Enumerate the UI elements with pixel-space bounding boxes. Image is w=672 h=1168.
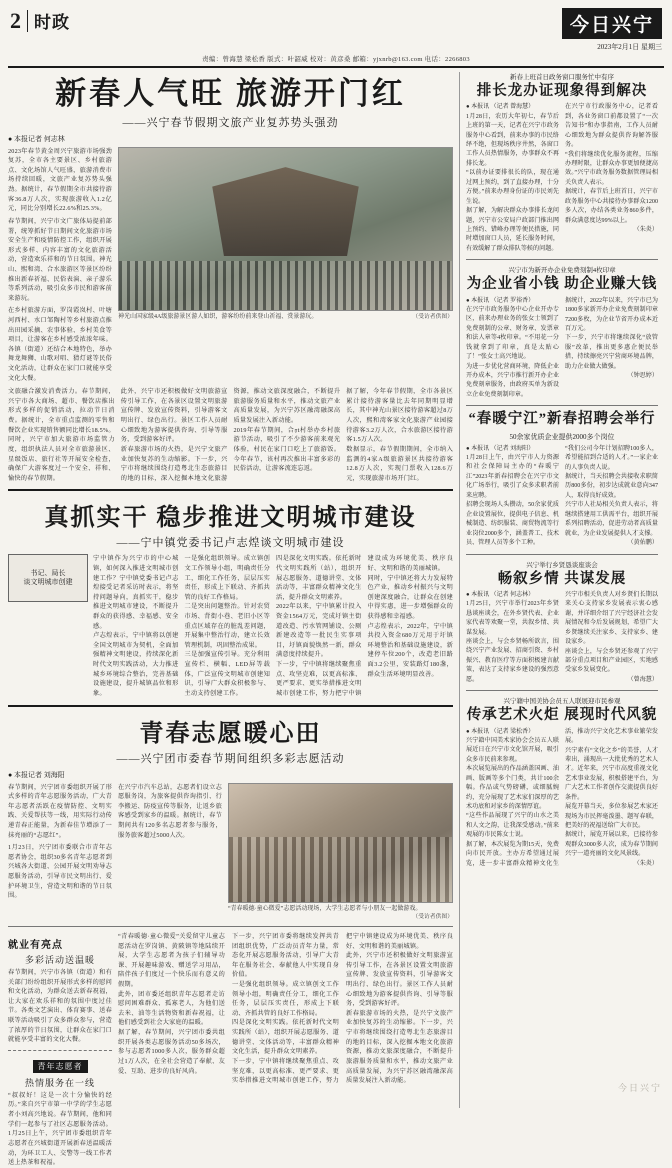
third-para-0: 春节期间，兴宁团市委组织开展了形式多样的青年志愿服务活动，广大青年志愿者活跃在疫情防控、文明实践、关爱帮扶等一线，用实际行动传递青春正能量，为新春佳节增添了一抹亮丽的“志愿红”。 xyxy=(8,783,112,839)
lead-tail-0: 此外，兴宁市还积极做好文明旅游宣传引导工作，在各景区设置文明旅游宣传牌、发放宣传资料，引导游客文明出行、绿色出行。景区工作人员耐心细致地为游客提供咨询、引导等服务，受到游客好评。 xyxy=(346,952,453,1008)
bottom-title-1: 就业有亮点 xyxy=(8,940,63,951)
lead-para-8: 数据显示，春节假期期间，全市纳入监测的4家A级旅游景区共接待游客12.8万人次，实现门票收入128.6万元，实现旅游市场开门红。 xyxy=(346,445,453,482)
side-kicker-4: 兴宁籍中国美协会员五人联展迎市民参观 xyxy=(503,698,621,706)
section-divider-2 xyxy=(8,705,453,707)
bottom-divider xyxy=(8,1050,112,1051)
side-3-p1: 座谈会上，与会乡贤畅所欲言，围绕兴宁产业发展、招商引资、乡村振兴、教育医疗等方面积极建言献策，表达了支持家乡建设的强烈意愿。 xyxy=(466,638,559,683)
section-name: 时政 xyxy=(34,13,70,32)
lead-subhead: ——兴宁春节假期文旅产业复苏势头强劲 xyxy=(122,116,339,129)
section-divider-1 xyxy=(8,489,453,491)
third-para-4: 此外，团市委还组织青年志愿者走访慰问困难群众、孤寡老人，为他们送去米、油等生活物资和新春祝福，让他们感受到社会大家庭的温暖。 xyxy=(118,990,225,1027)
third-article xyxy=(8,713,453,922)
third-subhead: ——兴宁团市委春节期间组织多彩志愿活动 xyxy=(116,752,345,765)
side-0-p3: 在兴宁市行政服务中心，记者看到，各业务窗口前都设置了“一次告知书”和办事指南，工作人员耐心细致地为群众提供咨询解答服务。 xyxy=(565,104,658,149)
side-2-p2: “我们公司今年计划招聘100多人，希望能招到合适的人才。”一家企业的人事负责人说。 xyxy=(565,445,658,471)
side-kicker-1: 兴宁市为新开办企业免费刻制4枚印章 xyxy=(508,267,616,275)
side-0-sign: （朱炎） xyxy=(633,227,658,234)
third-top-row xyxy=(8,783,453,922)
side-body-2 xyxy=(466,445,658,549)
second-para-7: 同时，宁中镇还将大力发展特色产业，推动乡村振兴与文明创建深度融合，让群众在创建中得实惠，进一步增强群众的获得感和幸福感。 xyxy=(367,574,453,621)
side-3-sign: （曾海慧） xyxy=(627,676,658,683)
lead-para-7: 据了解，今年春节假期，全市各景区累计接待游客量比去年同期明显增长，其中神光山景区接待游客超过8万人次，熙和湾客家文化旅游产业园接待游客3.2万人次，合水旅游区接待游客1.5万人次。 xyxy=(346,388,453,444)
lead-top-row xyxy=(8,147,453,384)
lead-text-c: 在乡村旅游方面，罗岗霞岚村、叶塘河西村、水口邹陶村等乡村旅游点推出田园采摘、农事体验、乡村美食等项目，让游客在乡村感受浓浓年味。各镇（街道）还结合本地特色，举办舞龙舞狮、山歌对唱、猜灯谜等民俗文化活动，让群众在家门口就能享受文化大餐。 xyxy=(8,307,112,382)
bottom-text-2: “叔叔好！这是一次十分愉快的经历。”来自兴宁市第一中学的学生志愿者小刘高兴地说。春节期间，他和同学们一起参与了社区志愿服务活动。1月25日上午，兴宁团市委组织青年志愿者在兴城街道开展新春送温暖活动，为环卫工人、交警等一线工作者送上热茶和祝福。 xyxy=(8,1091,112,1167)
second-para-6: 下一步，宁中镇将继续聚焦重点、攻坚克难，以更高标准、更严要求、更实举措推进文明城市创建工作，努力把宁中镇建设成为环境优美、秩序良好、文明和谐的美丽城镇。 xyxy=(276,555,453,697)
third-photo-credit: （受访者供图） xyxy=(412,913,453,920)
side-subhead-2: 50余家优质企业提供2000多个岗位 xyxy=(509,432,615,441)
page-number: 2 xyxy=(10,7,21,33)
third-para-1: 1月23日，兴宁团市委联合市青年志愿者协会，组织30多名青年志愿者到兴城各大街道、公园开展文明劝导志愿服务活动，引导市民文明出行、爱护环境卫生，营造文明和谐的节日氛围。 xyxy=(8,844,112,900)
section-divider-3 xyxy=(8,926,453,927)
lead-photo-credit: （受访者供图） xyxy=(412,313,453,320)
side-2-p1: 招聘会现场人头攒动，50余家优质企业设置展位，提供电子信息、机械制造、纺织服装、商贸物流等行业岗位2000多个，涵盖普工、技术员、管理人员等多个工种。 xyxy=(466,502,559,546)
second-para-5: 2022年以来，宁中镇累计投入资金1564万元，完成圩镇主街道改造、污水管网铺设、公厕新建改造等一批民生实事项目，圩镇面貌焕然一新，群众满意度持续提升。 xyxy=(276,603,362,659)
second-article xyxy=(8,497,453,698)
third-para-5: 据了解，春节期间，兴宁团市委共组织开展各类志愿服务活动50多场次，参与志愿者1000多人次，服务群众超过1万人次，在全社会营造了奉献、友爱、互助、进步的良好风尚。 xyxy=(118,1029,225,1075)
side-3-p2: 兴宁市相关负责人对乡贤们长期以来关心支持家乡发展表示衷心感谢，并详细介绍了兴宁经济社会发展情况和今后发展规划，希望广大乡贤继续关注家乡、支持家乡、建设家乡。 xyxy=(565,591,658,646)
side-headline-1: 为企业省小钱 助企业赚大钱 xyxy=(466,276,658,293)
second-body-columns xyxy=(93,554,453,698)
side-1-sign: （钟思婷） xyxy=(627,373,658,380)
paper-date: 2023年2月1日 星期三 xyxy=(597,43,662,51)
second-para-1: 一是强化组织领导。成立镇创文工作领导小组，明确责任分工，细化工作任务，层层压实责任，形成上下联动、齐抓共管的良好工作格局。 xyxy=(184,555,270,601)
side-3-p0: 1月25日，兴宁市举行2023年乡贤恳谈座谈会，在外乡贤代表、企业家代表等欢聚一堂，共叙乡情、共谋发展。 xyxy=(466,601,559,636)
side-body-1 xyxy=(466,297,658,401)
second-headline: 真抓实干 稳步推进文明城市建设 xyxy=(44,505,417,532)
lead-para-6: 2019年春节期间，合ரt村举办乡村旅游节活动，吸引了不少游客前来观光体验，村民在家门口吃上了旅游饭。今年春节，该村再次推出丰富多彩的民俗活动，让游客流连忘返。 xyxy=(233,426,341,473)
lead-headline: 新春人气旺 旅游开门红 xyxy=(55,76,406,111)
side-byline-2: ● 本报讯 （记者 刘海阳） xyxy=(466,445,535,452)
side-headline-4: 传承艺术火炬 展现时代风貌 xyxy=(466,707,658,724)
second-tail-2: 下一步，宁中镇将继续聚焦重点、攻坚克难，以更高标准、更严要求、更实举措推进文明城市创建工作，努力把宁中镇建设成为环境优美、秩序良好、文明和谐的美丽城镇。 xyxy=(232,933,453,1085)
lead-article xyxy=(8,76,453,483)
page-columns xyxy=(0,68,672,1167)
side-column xyxy=(460,72,658,1108)
bottom-sub-1: 多彩活动送温暖 xyxy=(24,955,95,965)
masthead-left xyxy=(10,8,70,33)
second-intro: 宁中镇作为兴宁市的中心城镇，如何深入推进文明城市创建工作？宁中镇党委书记卢志煌接受记者采访时表示，将坚持问题导向，真抓实干，稳步推进文明城市建设，不断提升群众的获得感、幸福感、安全感。 xyxy=(93,555,179,630)
side-4-p4: 兴宁素有“文化之乡”的美誉，人才辈出，涌现出一大批优秀的艺术人才。近年来，兴宁市高度重视文化艺术事业发展，积极搭建平台，为广大艺术工作者创作交流提供良好条件。 xyxy=(565,747,658,801)
masthead-divider xyxy=(27,10,28,32)
second-subhead: ——宁中镇党委书记卢志煌谈文明城市建设 xyxy=(116,537,345,550)
lead-text-b: 春节期间，兴宁市文广旅体局提前部署，统筹抓好节日期间文化旅游市场安全生产和疫情防控工作，组织开展形式多样、内容丰富的文化旅游活动，营造欢乐祥和的节日氛围。神光山、熙和湾、合水旅游区等景区纷纷推出新春祈福、民俗表演、亲子游乐等系列活动，吸引众多市民和游客前来游玩。 xyxy=(8,217,112,302)
side-article-4 xyxy=(466,696,658,869)
side-body-0 xyxy=(466,103,658,254)
side-0-p4: “我们将继续优化服务流程，压缩办理时限，让群众办事更加便捷高效。”兴宁市政务服务数据管理局相关负责人表示。 xyxy=(565,151,658,186)
second-para-4: 四是深化文明实践。依托新时代文明实践所（站），组织开展志愿服务、道德讲堂、文体活动等，丰富群众精神文化生活，提升群众文明素养。 xyxy=(276,555,362,601)
bottom-boxhead: 青年志愿者 xyxy=(33,1060,88,1073)
side-4-p3: 据了解，本次展览为期15天，免费向市民开放。主办方希望通过展览，进一步丰富群众精神文化生活，推动兴宁文化艺术事业繁荣发展。 xyxy=(466,728,658,867)
side-4-sign: （朱炎） xyxy=(633,860,658,867)
side-byline-1: ● 本报讯 （记者 罗裕香） xyxy=(466,297,535,304)
side-headline-0: 排长龙办证现象得到解决 xyxy=(476,83,648,99)
side-divider-0 xyxy=(466,259,658,260)
side-article-3 xyxy=(466,560,658,686)
side-article-2 xyxy=(466,411,658,548)
third-photo-caption: “青春暖德·童心微爱”志愿活动现场，大学生志愿者与小朋友一起做游戏。 （受访者供图） xyxy=(228,905,453,920)
second-tail-1: 四是深化文明实践。依托新时代文明实践所（站），组织开展志愿服务、道德讲堂、文体活动等，丰富群众精神文化生活，提升群众文明素养。 xyxy=(232,1019,339,1056)
badge-line-1: 书记、局长 xyxy=(30,569,66,578)
side-2-p0: 1月28日上午，由兴宁市人力资源和社会保障局主办的“春暖宁江”2023年新春招聘会在兴宁市文化广场举行，吸引了众多求职者前来应聘。 xyxy=(466,455,559,499)
second-para-0: 卢志煌表示，宁中镇将以创建全国文明城市为契机，全面加强精神文明建设，持续深化新时代文明实践活动，大力推进城乡环境综合整治，完善基础设施建设，提升城镇品位和形象。 xyxy=(93,632,179,697)
third-headline: 青春志愿暖心田 xyxy=(139,720,322,747)
third-body-columns xyxy=(118,932,453,1086)
third-para-3: “青春暖德·童心微爱”关爱留守儿童志愿活动在罗岗镇、黄陂镇等地陆续开展，大学生志愿者为孩子们辅导功课、开展趣味游戏、赠送学习用品，陪伴孩子们度过一个快乐而有意义的假期。 xyxy=(118,933,225,989)
side-2-p4: 兴宁市人社局相关负责人表示，将继续搭建用工供需平台，组织开展系列招聘活动，促进劳动者高质量就业，为企业发展提供人才支撑。 xyxy=(565,502,658,537)
lead-text-a: 2023年春节黄金周兴宁旅游市场强劲复苏，全市各主要景区、乡村旅游点、文化场馆人气旺盛，旅游消费市场持续回暖，文旅产业复苏势头强劲。据统计，春节假期全市共接待游客36.8万人次，实现旅游收入1.2亿元，同比分别增长22.6%和25.3%。 xyxy=(8,147,112,213)
bottom-text-1: 春节期间，兴宁市各镇（街道）和有关部门纷纷组织开展形式多样的慰问和文化活动，为群众送去新春祝福，让大家在欢乐祥和的氛围中度过佳节。各类文艺演出、体育赛事、送春联等活动吸引了众多群众参与，营造了浓厚的节日氛围，让群众在家门口就能享受丰富的文化大餐。 xyxy=(8,969,112,1044)
side-0-p1: “以前办证要排很长的队，现在通过网上预约，到了直接办理，十分方便。”前来办理身份证的市民刘先生说。 xyxy=(466,170,559,205)
side-headline-2: “春暖宁江”新春招聘会举行 xyxy=(468,411,656,428)
side-4-p5: 展览开幕当天，多位参展艺术家还现场为市民挥毫泼墨、题写春联，把美好的祝福送给广大市民。 xyxy=(565,804,658,830)
side-headline-3: 畅叙乡情 共谋发展 xyxy=(497,570,627,587)
side-0-p2: 据了解，为解决群众办事排长龙问题，兴宁市公安局户政部门推出网上预约、错峰办理等便民措施，同时增加窗口人员，延长服务时间，有效缓解了群众排队等候的问题。 xyxy=(466,208,559,252)
badge-line-2: 谈文明城市创建 xyxy=(23,578,73,587)
side-2-sign: （黄佑鹏） xyxy=(627,540,658,547)
side-1-p2: 据统计，2022年以来，兴宁市已为1800多家新开办企业免费刻制印章7200多枚，为企业节省开办成本近百万元。 xyxy=(565,297,658,332)
editorial-credits: 责编：曾海慧 梁松香 版式：叶韶威 校对：黄彦桑 邮箱：yjxnrb@163.com 电话：2266803 xyxy=(202,56,470,63)
main-column xyxy=(8,72,460,1167)
lead-photo xyxy=(118,147,453,311)
side-kicker-0: 新春上班首日政务窗口服务忙中有序 xyxy=(510,74,614,81)
second-para-8: 卢志煌表示，2022年，宁中镇共投入资金680万元用于圩镇环境整治和基础设施建设，新建停车位200个，改造老旧路面3.2公里，安装路灯180盏，群众生活环境明显改善。 xyxy=(367,622,453,678)
lead-byline: ● 本报记者 何志林 xyxy=(8,134,65,143)
side-4-p1: 本次展览展出的作品涵盖国画、油画、版画等多个门类，共计100余幅。作品或气势磅礴，或细腻婉约，充分展现了艺术家们深厚的艺术功底和对家乡的深情厚谊。 xyxy=(466,766,559,811)
column-logo-badge xyxy=(8,554,88,602)
side-divider-2 xyxy=(466,554,658,555)
lead-para-5: 新春旅游市场的火热，是兴宁文旅产业加快复苏的生动缩影。下一步，兴宁市将继续围绕打造粤北生态旅游目的地的目标，深入挖掘本地文化旅游资源，推动文旅深度融合，不断提升旅游服务质量和水平，推动文旅产业高质量发展，为兴宁苏区融湾融深高质量发展注入新动能。 xyxy=(120,388,341,482)
side-2-p3: 据统计，当天招聘会共接收求职简历800多份，初步达成就业意向347人，取得良好成效。 xyxy=(565,474,658,499)
second-para-2: 二是突出问题整治。针对农贸市场、背街小巷、老旧小区等重点区域存在的脏乱差问题，开展集中整治行动，建立长效管理机制，巩固整治成果。 xyxy=(184,603,270,649)
third-byline: ● 本报记者 刘海阳 xyxy=(8,770,65,779)
third-para-2: 在兴宁市汽车总站，志愿者们设立志愿服务岗，为旅客提供咨询指引、行李搬运、防疫宣传等服务，让返乡旅客感受到家乡的温暖。据统计，春节期间共有120多名志愿者参与服务，服务旅客超过5000人次。 xyxy=(118,783,222,839)
masthead-right xyxy=(562,8,662,52)
side-byline-4: ● 本报讯 （记者 梁松香） xyxy=(466,728,535,735)
watermark: 今日兴宁 xyxy=(617,1083,662,1093)
side-divider-1 xyxy=(466,405,658,406)
side-divider-3 xyxy=(466,690,658,691)
bottom-boxhead-wrap xyxy=(8,1056,112,1074)
side-4-p0: 兴宁籍中国美术家协会会员五人联展近日在兴宁市文化馆开展，吸引众多市民前来参观。 xyxy=(466,737,559,763)
side-1-p3: 下一步，兴宁市将继续深化“放管服”改革，推出更多惠企便民举措，持续擦亮兴宁营商环境品牌，助力企业做大做强。 xyxy=(565,335,658,370)
lead-photo-caption: 神光山国家级4A级旅游景区游人如织，游客纷纷前来登山祈福、赏景游玩。 （受访者供图） xyxy=(118,313,453,320)
side-0-p5: 据统计，春节后上班首日，兴宁市政务服务中心共接待办事群众1200多人次，办结各类业务860多件，群众满意度达99%以上。 xyxy=(565,189,658,224)
side-byline-3: ● 本报讯 （记者 何志林） xyxy=(466,591,535,598)
side-kicker-3: 兴宁举行乡贤恳谈座谈会 xyxy=(526,561,598,569)
lead-tail-1: 新春旅游市场的火热，是兴宁文旅产业加快复苏的生动缩影。下一步，兴宁市将继续围绕打造粤北生态旅游目的地的目标，深入挖掘本地文化旅游资源，推动文旅深度融合，不断提升旅游服务质量和水平，推动文旅产业高质量发展，为兴宁苏区融湾融深高质量发展注入新动能。 xyxy=(346,1009,453,1085)
side-4-p2: “这些作品展现了兴宁的山水之美和人文之韵，让我深受感动。”前来观展的市民陈女士说。 xyxy=(466,813,559,839)
masthead xyxy=(0,0,672,54)
bottom-row xyxy=(8,932,453,1168)
side-body-3 xyxy=(466,591,658,685)
second-tail-0: 一是强化组织领导。成立镇创文工作领导小组，明确责任分工，细化工作任务，层层压实责任，形成上下联动、齐抓共管的良好工作格局。 xyxy=(232,981,339,1017)
paper-name: 今日兴宁 xyxy=(562,8,662,39)
side-1-p0: 在兴宁市政务服务中心企业开办专区，前来办理业务的张女士领到了免费刻制的公章、财务章、发票章和法人章等4枚印章。“不用花一分钱就拿到了印章，真是太贴心了！”张女士高兴地说。 xyxy=(466,306,559,361)
side-article-1 xyxy=(466,265,658,400)
lead-para-4: 此外，兴宁市还积极做好文明旅游宣传引导工作，在各景区设置文明旅游宣传牌、发放宣传资料，引导游客文明出行、绿色出行。景区工作人员耐心细致地为游客提供咨询、引导等服务，受到游客好评。 xyxy=(120,388,228,444)
side-4-p6: 据统计，展览开展以来，已接待参观群众3000多人次，成为春节期间兴宁一道亮丽的文化风景线。 xyxy=(565,832,658,858)
side-article-0 xyxy=(466,72,658,254)
side-body-4 xyxy=(466,728,658,870)
lead-body-columns xyxy=(8,387,453,483)
side-3-p3: 座谈会上，与会乡贤还参观了兴宁部分重点项目和产业园区，实地感受家乡发展变化。 xyxy=(565,648,658,674)
bottom-sub-2: 热情服务在一线 xyxy=(24,1077,95,1088)
lead-para-3: 文旅融合激发消费活力。春节期间，兴宁市各大商场、超市、餐饮店推出形式多样的促销活动，拉动节日消费。据统计，全市重点监测的零售和餐饮企业实现销售额同比增长18.5%。同时，兴宁市加大旅游市场监管力度，组织执法人员对全市旅游景区、星级饭店、旅行社等开展安全检查，确保广大游客度过一个安全、祥和、愉快的春节假期。 xyxy=(8,388,115,482)
side-0-p0: 1月28日，农历大年初七，春节后上班的第一天，记者在兴宁市政务服务中心看到，前来办事的市民络绎不绝，但现场秩序井然，各窗口工作人员热情服务，办事群众不再排长龙。 xyxy=(466,113,559,167)
second-para-3: 三是加强宣传引导。充分利用宣传栏、横幅、LED屏等载体，广泛宣传文明城市创建知识，引导广大群众积极参与、主动支持创建工作。 xyxy=(184,651,270,697)
third-photo xyxy=(228,783,453,903)
side-byline-0: ● 本报讯 （记者 曾海慧） xyxy=(466,104,535,111)
third-para-6: 下一步，兴宁团市委将继续发挥共青团组织优势，广泛动员青年力量，常态化开展志愿服务活动，引导广大青年在服务社会、奉献他人中实现自身价值。 xyxy=(232,933,339,979)
side-1-p1: 为进一步优化营商环境，降低企业开办成本，兴宁市推行新开办企业免费刻章服务，由政府买单为新设立企业免费刻制印章。 xyxy=(466,363,559,398)
